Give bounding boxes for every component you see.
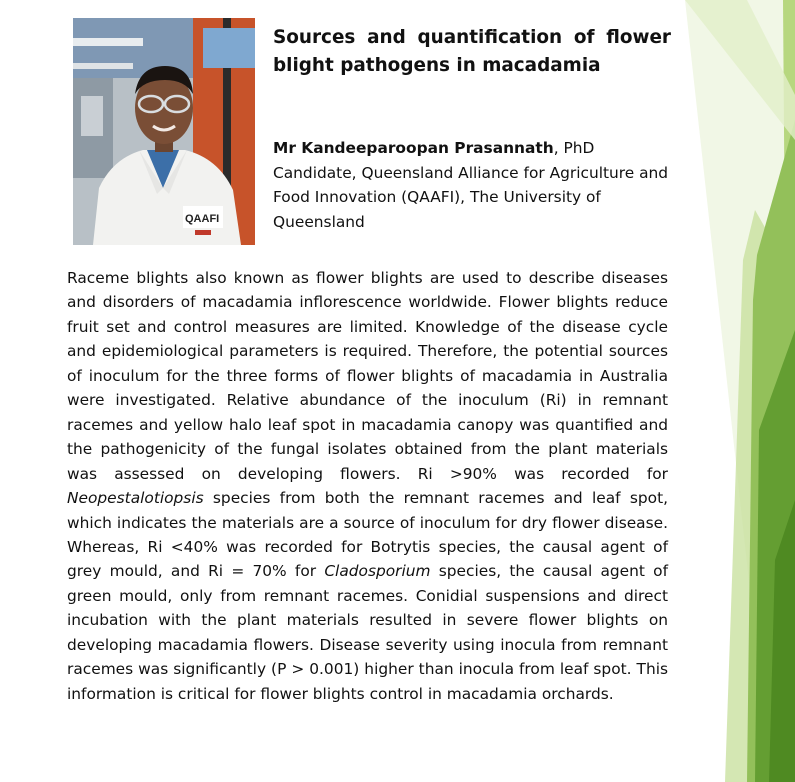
species-neopestalotiopsis: Neopestalotiopsis	[67, 489, 204, 508]
author-photo	[73, 18, 255, 245]
species-cladosporium: Cladosporium	[324, 562, 431, 581]
slide-green-corner-decoration	[685, 0, 795, 782]
page-title: Sources and quantification of flower blight pathogens in macadamia	[273, 27, 671, 76]
abstract-text-part-1: Raceme blights also known as flower blights are used to describe diseases and disorders of macadamia inflorescence worldwide. Flower blights reduce fruit set and control measures are limited. Knowledge of the disease cycle and epidemiological parameters is required. Therefore, the potential sources of inoculum for the three forms of flower blights of macadamia in Australia were investigated. Relative abundance of the inoculum (Ri) in remnant racemes and yellow halo leaf spot in macadamia canopy was quantified and the pathogenicity of the fungal isolates obtained from the plant materials was assessed on developing flowers. Ri >90% was recorded for	[67, 269, 668, 483]
abstract-text-part-3: species, the causal agent of green mould, only from remnant racemes. Conidial suspensions and direct incubation with the plant materials resulted in severe flower blights on developing macadamia flowers. Disease severity using inocula from remnant racemes was significantly (P > 0.001) higher than inocula from leaf spot. This information is critical for flower blights control in macadamia orchards.	[67, 562, 669, 703]
abstract-text-part-2: species from both the remnant racemes and leaf spot, which indicates the materials are a source of inoculum for dry flower disease. Whereas, Ri <40% was recorded for Botrytis species, the causal agent of grey mould, and Ri = 70% for	[67, 489, 668, 581]
author-affiliation: , PhD Candidate, Queensland Alliance for Agriculture and Food Innovation (QAAFI), The University of Queensland	[273, 139, 669, 231]
abstract-paragraph	[67, 266, 668, 706]
qaafi-badge-text: QAAFI	[185, 213, 220, 225]
author-block	[273, 136, 673, 234]
author-name: Mr Kandeeparoopan Prasannath	[273, 139, 554, 157]
